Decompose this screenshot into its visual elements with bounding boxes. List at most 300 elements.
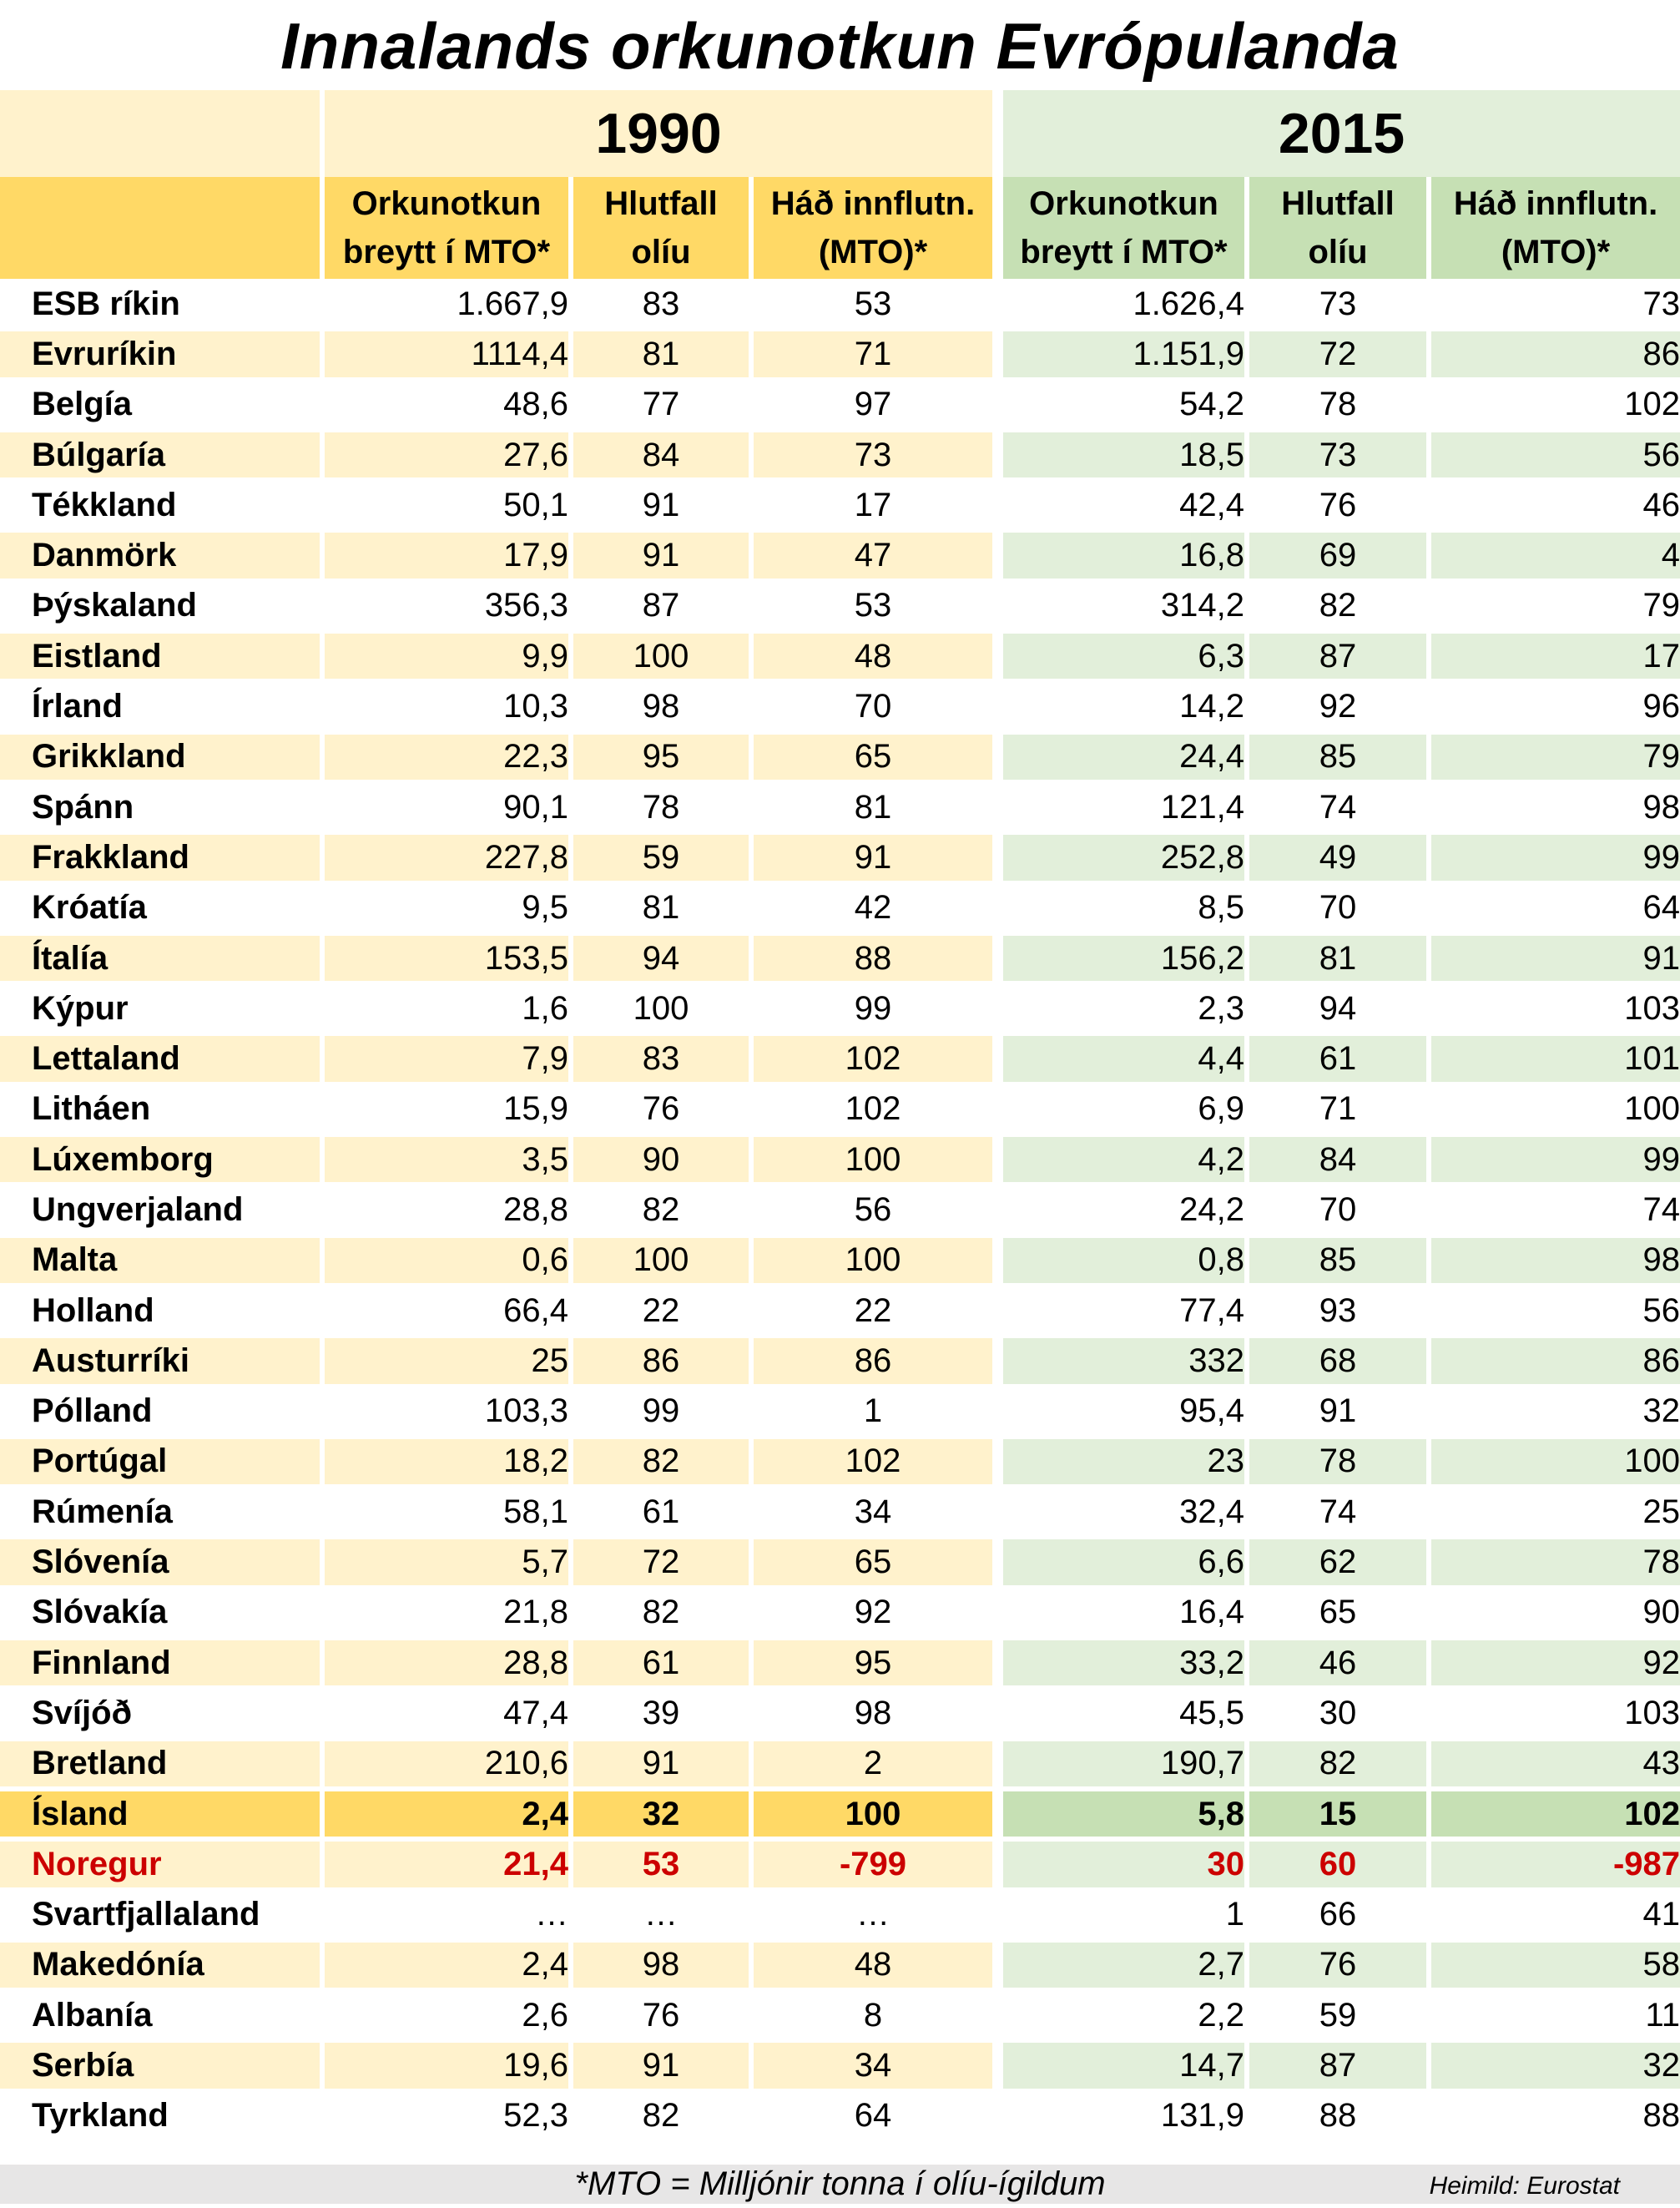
oil-share-1990-cell: 90 (568, 1134, 749, 1185)
import-1990-cell: 56 (749, 1185, 992, 1235)
energy-table (0, 90, 1680, 2141)
oil-share-1990-cell: 100 (568, 1235, 749, 1286)
oil-share-2015-cell: 85 (1244, 1235, 1426, 1286)
table-row (0, 1185, 1680, 1235)
consumption-2015-cell: 24,2 (1003, 1185, 1244, 1235)
group-gap (992, 480, 1003, 530)
consumption-2015-cell: 6,6 (1003, 1537, 1244, 1587)
oil-share-2015-cell: 65 (1244, 1588, 1426, 1638)
import-1990-cell: 71 (749, 329, 992, 379)
col-header-import-2015: Háð innflutn. (MTO)* (1426, 177, 1680, 279)
import-2015-cell: 99 (1426, 832, 1680, 882)
country-name: Tyrkland (0, 2091, 320, 2141)
oil-share-1990-cell: 99 (568, 1387, 749, 1437)
consumption-1990-cell: 47,4 (320, 1688, 568, 1738)
country-name: Slóvenía (0, 1537, 320, 1587)
oil-share-2015-cell: 66 (1244, 1890, 1426, 1940)
oil-share-1990-cell: 84 (568, 430, 749, 480)
group-gap (992, 380, 1003, 430)
consumption-1990-cell: 2,6 (320, 1990, 568, 2040)
country-name: Ítalía (0, 933, 320, 983)
oil-share-1990-cell: 53 (568, 1839, 749, 1889)
oil-share-2015-cell: 92 (1244, 681, 1426, 731)
import-1990-cell: 95 (749, 1638, 992, 1688)
oil-share-2015-cell: 84 (1244, 1134, 1426, 1185)
table-row (0, 1688, 1680, 1738)
consumption-1990-cell: 28,8 (320, 1185, 568, 1235)
group-gap (992, 2040, 1003, 2090)
table-row (0, 933, 1680, 983)
table-row (0, 380, 1680, 430)
group-gap (992, 832, 1003, 882)
consumption-2015-cell: 4,4 (1003, 1033, 1244, 1084)
group-gap (992, 1235, 1003, 1286)
group-gap (992, 177, 1003, 279)
table-row (0, 279, 1680, 329)
consumption-1990-cell: 356,3 (320, 581, 568, 631)
table-row (0, 1890, 1680, 1940)
import-2015-cell: 91 (1426, 933, 1680, 983)
country-name: Serbía (0, 2040, 320, 2090)
consumption-2015-cell: 14,2 (1003, 681, 1244, 731)
table-row (0, 681, 1680, 731)
import-1990-cell: 100 (749, 1235, 992, 1286)
table-row (0, 1487, 1680, 1537)
group-gap (992, 1588, 1003, 1638)
col-header-oil-share-2015: Hlutfall olíu (1244, 177, 1426, 279)
import-1990-cell: 2 (749, 1739, 992, 1789)
import-1990-cell: 22 (749, 1286, 992, 1336)
table-row (0, 782, 1680, 832)
consumption-2015-cell: 45,5 (1003, 1688, 1244, 1738)
import-1990-cell: 102 (749, 1437, 992, 1487)
oil-share-2015-cell: 61 (1244, 1033, 1426, 1084)
table-row (0, 1940, 1680, 1990)
import-1990-cell: 70 (749, 681, 992, 731)
consumption-2015-cell: 131,9 (1003, 2091, 1244, 2141)
consumption-1990-cell: 15,9 (320, 1084, 568, 1134)
oil-share-1990-cell: 78 (568, 782, 749, 832)
oil-share-1990-cell: 91 (568, 1739, 749, 1789)
consumption-2015-cell: 77,4 (1003, 1286, 1244, 1336)
consumption-1990-cell: … (320, 1890, 568, 1940)
group-gap (992, 1134, 1003, 1185)
group-gap (992, 1739, 1003, 1789)
oil-share-1990-cell: 81 (568, 329, 749, 379)
oil-share-1990-cell: 83 (568, 1033, 749, 1084)
import-1990-cell: 42 (749, 883, 992, 933)
page-title: Innalands orkunotkun Evrópulanda (280, 9, 1400, 83)
oil-share-2015-cell: 70 (1244, 1185, 1426, 1235)
oil-share-2015-cell: 46 (1244, 1638, 1426, 1688)
import-1990-cell: 73 (749, 430, 992, 480)
consumption-1990-cell: 1.667,9 (320, 279, 568, 329)
consumption-1990-cell: 9,9 (320, 631, 568, 681)
consumption-1990-cell: 1,6 (320, 983, 568, 1033)
oil-share-2015-cell: 62 (1244, 1537, 1426, 1587)
import-2015-cell: 88 (1426, 2091, 1680, 2141)
oil-share-1990-cell: 82 (568, 1588, 749, 1638)
consumption-1990-cell: 210,6 (320, 1739, 568, 1789)
table-row (0, 1789, 1680, 1839)
import-1990-cell: 100 (749, 1789, 992, 1839)
consumption-1990-cell: 58,1 (320, 1487, 568, 1537)
consumption-1990-cell: 17,9 (320, 530, 568, 580)
country-name: Lettaland (0, 1033, 320, 1084)
oil-share-2015-cell: 15 (1244, 1789, 1426, 1839)
consumption-1990-cell: 2,4 (320, 1789, 568, 1839)
table-row (0, 1235, 1680, 1286)
import-2015-cell: 78 (1426, 1537, 1680, 1587)
table-row (0, 983, 1680, 1033)
consumption-2015-cell: 2,2 (1003, 1990, 1244, 2040)
oil-share-1990-cell: 81 (568, 883, 749, 933)
import-2015-cell: 17 (1426, 631, 1680, 681)
consumption-2015-cell: 6,9 (1003, 1084, 1244, 1134)
table-row (0, 1990, 1680, 2040)
country-name: Tékkland (0, 480, 320, 530)
import-1990-cell: 47 (749, 530, 992, 580)
oil-share-2015-cell: 94 (1244, 983, 1426, 1033)
oil-share-2015-cell: 59 (1244, 1990, 1426, 2040)
oil-share-1990-cell: 76 (568, 1084, 749, 1134)
consumption-2015-cell: 5,8 (1003, 1789, 1244, 1839)
oil-share-2015-cell: 70 (1244, 883, 1426, 933)
consumption-1990-cell: 3,5 (320, 1134, 568, 1185)
import-1990-cell: 92 (749, 1588, 992, 1638)
consumption-2015-cell: 32,4 (1003, 1487, 1244, 1537)
table-row (0, 1537, 1680, 1587)
group-gap (992, 1789, 1003, 1839)
import-2015-cell: 100 (1426, 1437, 1680, 1487)
oil-share-2015-cell: 88 (1244, 2091, 1426, 2141)
import-1990-cell: 48 (749, 631, 992, 681)
country-name: Frakkland (0, 832, 320, 882)
import-1990-cell: 65 (749, 732, 992, 782)
import-1990-cell: … (749, 1890, 992, 1940)
import-1990-cell: 53 (749, 581, 992, 631)
country-name: Evruríkin (0, 329, 320, 379)
table-row (0, 1739, 1680, 1789)
oil-share-2015-cell: 74 (1244, 782, 1426, 832)
group-gap (992, 90, 1003, 177)
oil-share-2015-cell: 91 (1244, 1387, 1426, 1437)
table-row (0, 1084, 1680, 1134)
table-row (0, 1437, 1680, 1487)
corner-cell (0, 90, 320, 177)
import-1990-cell: 102 (749, 1084, 992, 1134)
import-1990-cell: 53 (749, 279, 992, 329)
consumption-1990-cell: 48,6 (320, 380, 568, 430)
year-header-1990: 1990 (320, 90, 992, 177)
consumption-1990-cell: 2,4 (320, 1940, 568, 1990)
oil-share-2015-cell: 82 (1244, 581, 1426, 631)
table-row (0, 832, 1680, 882)
group-gap (992, 1638, 1003, 1688)
import-2015-cell: 32 (1426, 2040, 1680, 2090)
group-gap (992, 1940, 1003, 1990)
oil-share-2015-cell: 69 (1244, 530, 1426, 580)
group-gap (992, 2091, 1003, 2141)
oil-share-2015-cell: 81 (1244, 933, 1426, 983)
country-name: Ísland (0, 1789, 320, 1839)
country-header (0, 177, 320, 279)
oil-share-2015-cell: 60 (1244, 1839, 1426, 1889)
consumption-1990-cell: 28,8 (320, 1638, 568, 1688)
country-name: Albanía (0, 1990, 320, 2040)
oil-share-1990-cell: 76 (568, 1990, 749, 2040)
country-name: Malta (0, 1235, 320, 1286)
consumption-1990-cell: 5,7 (320, 1537, 568, 1587)
consumption-1990-cell: 21,4 (320, 1839, 568, 1889)
oil-share-1990-cell: 91 (568, 2040, 749, 2090)
import-2015-cell: 99 (1426, 1134, 1680, 1185)
consumption-1990-cell: 9,5 (320, 883, 568, 933)
group-gap (992, 430, 1003, 480)
country-name: Portúgal (0, 1437, 320, 1487)
table-row (0, 480, 1680, 530)
oil-share-1990-cell: 61 (568, 1487, 749, 1537)
table-row (0, 732, 1680, 782)
country-name: Búlgaría (0, 430, 320, 480)
import-1990-cell: 98 (749, 1688, 992, 1738)
oil-share-1990-cell: 98 (568, 1940, 749, 1990)
consumption-2015-cell: 6,3 (1003, 631, 1244, 681)
oil-share-2015-cell: 78 (1244, 380, 1426, 430)
group-gap (992, 1336, 1003, 1386)
country-name: Litháen (0, 1084, 320, 1134)
country-name: Spánn (0, 782, 320, 832)
oil-share-2015-cell: 85 (1244, 732, 1426, 782)
oil-share-1990-cell: 86 (568, 1336, 749, 1386)
consumption-1990-cell: 1114,4 (320, 329, 568, 379)
consumption-2015-cell: 121,4 (1003, 782, 1244, 832)
country-name: Rúmenía (0, 1487, 320, 1537)
import-2015-cell: 100 (1426, 1084, 1680, 1134)
import-1990-cell: 102 (749, 1033, 992, 1084)
import-1990-cell: 1 (749, 1387, 992, 1437)
consumption-2015-cell: 252,8 (1003, 832, 1244, 882)
country-name: Eistland (0, 631, 320, 681)
consumption-2015-cell: 8,5 (1003, 883, 1244, 933)
country-name: Austurríki (0, 1336, 320, 1386)
group-gap (992, 279, 1003, 329)
oil-share-2015-cell: 87 (1244, 2040, 1426, 2090)
group-gap (992, 983, 1003, 1033)
oil-share-2015-cell: 73 (1244, 279, 1426, 329)
group-gap (992, 530, 1003, 580)
consumption-2015-cell: 1 (1003, 1890, 1244, 1940)
import-2015-cell: -987 (1426, 1839, 1680, 1889)
table-row (0, 1638, 1680, 1688)
import-1990-cell: 34 (749, 1487, 992, 1537)
col-header-consumption-2015: Orkunotkun breytt í MTO* (1003, 177, 1244, 279)
country-name: Lúxemborg (0, 1134, 320, 1185)
table-row (0, 1286, 1680, 1336)
group-gap (992, 883, 1003, 933)
oil-share-1990-cell: 94 (568, 933, 749, 983)
import-2015-cell: 74 (1426, 1185, 1680, 1235)
import-1990-cell: 65 (749, 1537, 992, 1587)
consumption-1990-cell: 27,6 (320, 430, 568, 480)
group-gap (992, 1890, 1003, 1940)
oil-share-2015-cell: 87 (1244, 631, 1426, 681)
footnote: *MTO = Milljónir tonna í olíu-ígildum (574, 2165, 1106, 2202)
col-header-oil-share-1990: Hlutfall olíu (568, 177, 749, 279)
group-gap (992, 1537, 1003, 1587)
consumption-2015-cell: 23 (1003, 1437, 1244, 1487)
import-2015-cell: 98 (1426, 1235, 1680, 1286)
table-row (0, 1387, 1680, 1437)
table-row (0, 2040, 1680, 2090)
oil-share-2015-cell: 68 (1244, 1336, 1426, 1386)
import-2015-cell: 79 (1426, 732, 1680, 782)
oil-share-2015-cell: 49 (1244, 832, 1426, 882)
consumption-2015-cell: 332 (1003, 1336, 1244, 1386)
group-gap (992, 1387, 1003, 1437)
import-2015-cell: 25 (1426, 1487, 1680, 1537)
import-2015-cell: 98 (1426, 782, 1680, 832)
year-header-2015: 2015 (1003, 90, 1680, 177)
oil-share-1990-cell: 72 (568, 1537, 749, 1587)
group-gap (992, 782, 1003, 832)
oil-share-2015-cell: 73 (1244, 430, 1426, 480)
oil-share-1990-cell: 77 (568, 380, 749, 430)
consumption-2015-cell: 54,2 (1003, 380, 1244, 430)
group-gap (992, 1033, 1003, 1084)
oil-share-1990-cell: 22 (568, 1286, 749, 1336)
oil-share-1990-cell: 83 (568, 279, 749, 329)
import-1990-cell: -799 (749, 1839, 992, 1889)
import-2015-cell: 73 (1426, 279, 1680, 329)
country-name: Króatía (0, 883, 320, 933)
consumption-2015-cell: 18,5 (1003, 430, 1244, 480)
import-1990-cell: 100 (749, 1134, 992, 1185)
table-row (0, 581, 1680, 631)
group-gap (992, 329, 1003, 379)
consumption-2015-cell: 1.626,4 (1003, 279, 1244, 329)
group-gap (992, 1990, 1003, 2040)
group-gap (992, 933, 1003, 983)
country-name: Makedónía (0, 1940, 320, 1990)
import-2015-cell: 102 (1426, 1789, 1680, 1839)
import-2015-cell: 4 (1426, 530, 1680, 580)
table-row (0, 430, 1680, 480)
country-name: Bretland (0, 1739, 320, 1789)
import-1990-cell: 97 (749, 380, 992, 430)
import-2015-cell: 101 (1426, 1033, 1680, 1084)
import-2015-cell: 41 (1426, 1890, 1680, 1940)
country-name: Svartfjallaland (0, 1890, 320, 1940)
import-2015-cell: 11 (1426, 1990, 1680, 2040)
import-2015-cell: 56 (1426, 430, 1680, 480)
group-gap (992, 1084, 1003, 1134)
oil-share-2015-cell: 76 (1244, 1940, 1426, 1990)
consumption-2015-cell: 2,3 (1003, 983, 1244, 1033)
country-name: Pólland (0, 1387, 320, 1437)
group-gap (992, 631, 1003, 681)
table-row (0, 1588, 1680, 1638)
import-2015-cell: 103 (1426, 1688, 1680, 1738)
import-1990-cell: 88 (749, 933, 992, 983)
import-2015-cell: 86 (1426, 329, 1680, 379)
group-gap (992, 1437, 1003, 1487)
group-gap (992, 581, 1003, 631)
consumption-2015-cell: 0,8 (1003, 1235, 1244, 1286)
import-1990-cell: 86 (749, 1336, 992, 1386)
country-name: Ungverjaland (0, 1185, 320, 1235)
oil-share-1990-cell: 95 (568, 732, 749, 782)
oil-share-1990-cell: 91 (568, 480, 749, 530)
oil-share-2015-cell: 71 (1244, 1084, 1426, 1134)
consumption-2015-cell: 16,8 (1003, 530, 1244, 580)
import-2015-cell: 56 (1426, 1286, 1680, 1336)
import-2015-cell: 92 (1426, 1638, 1680, 1688)
import-1990-cell: 91 (749, 832, 992, 882)
group-gap (992, 1286, 1003, 1336)
table-row (0, 329, 1680, 379)
oil-share-1990-cell: 82 (568, 2091, 749, 2141)
import-2015-cell: 90 (1426, 1588, 1680, 1638)
oil-share-1990-cell: 61 (568, 1638, 749, 1688)
oil-share-2015-cell: 78 (1244, 1437, 1426, 1487)
import-2015-cell: 79 (1426, 581, 1680, 631)
country-name: ESB ríkin (0, 279, 320, 329)
consumption-2015-cell: 190,7 (1003, 1739, 1244, 1789)
country-name: Svíjóð (0, 1688, 320, 1738)
consumption-2015-cell: 42,4 (1003, 480, 1244, 530)
consumption-2015-cell: 16,4 (1003, 1588, 1244, 1638)
consumption-2015-cell: 4,2 (1003, 1134, 1244, 1185)
consumption-2015-cell: 30 (1003, 1839, 1244, 1889)
import-1990-cell: 8 (749, 1990, 992, 2040)
consumption-1990-cell: 19,6 (320, 2040, 568, 2090)
consumption-1990-cell: 21,8 (320, 1588, 568, 1638)
consumption-2015-cell: 156,2 (1003, 933, 1244, 983)
col-header-consumption-1990: Orkunotkun breytt í MTO* (320, 177, 568, 279)
import-1990-cell: 17 (749, 480, 992, 530)
consumption-2015-cell: 95,4 (1003, 1387, 1244, 1437)
country-name: Noregur (0, 1839, 320, 1889)
oil-share-1990-cell: 87 (568, 581, 749, 631)
consumption-1990-cell: 227,8 (320, 832, 568, 882)
source-note: Heimild: Eurostat (1429, 2172, 1620, 2200)
oil-share-1990-cell: 100 (568, 631, 749, 681)
table-row (0, 1336, 1680, 1386)
country-name: Kýpur (0, 983, 320, 1033)
oil-share-2015-cell: 30 (1244, 1688, 1426, 1738)
country-name: Finnland (0, 1638, 320, 1688)
import-2015-cell: 46 (1426, 480, 1680, 530)
group-gap (992, 1688, 1003, 1738)
oil-share-2015-cell: 74 (1244, 1487, 1426, 1537)
table-row (0, 2091, 1680, 2141)
oil-share-1990-cell: 98 (568, 681, 749, 731)
import-1990-cell: 64 (749, 2091, 992, 2141)
consumption-2015-cell: 314,2 (1003, 581, 1244, 631)
consumption-1990-cell: 90,1 (320, 782, 568, 832)
consumption-2015-cell: 14,7 (1003, 2040, 1244, 2090)
import-2015-cell: 96 (1426, 681, 1680, 731)
consumption-2015-cell: 1.151,9 (1003, 329, 1244, 379)
consumption-1990-cell: 103,3 (320, 1387, 568, 1437)
consumption-1990-cell: 0,6 (320, 1235, 568, 1286)
table-row (0, 631, 1680, 681)
country-name: Írland (0, 681, 320, 731)
oil-share-2015-cell: 76 (1244, 480, 1426, 530)
oil-share-1990-cell: 91 (568, 530, 749, 580)
consumption-1990-cell: 7,9 (320, 1033, 568, 1084)
